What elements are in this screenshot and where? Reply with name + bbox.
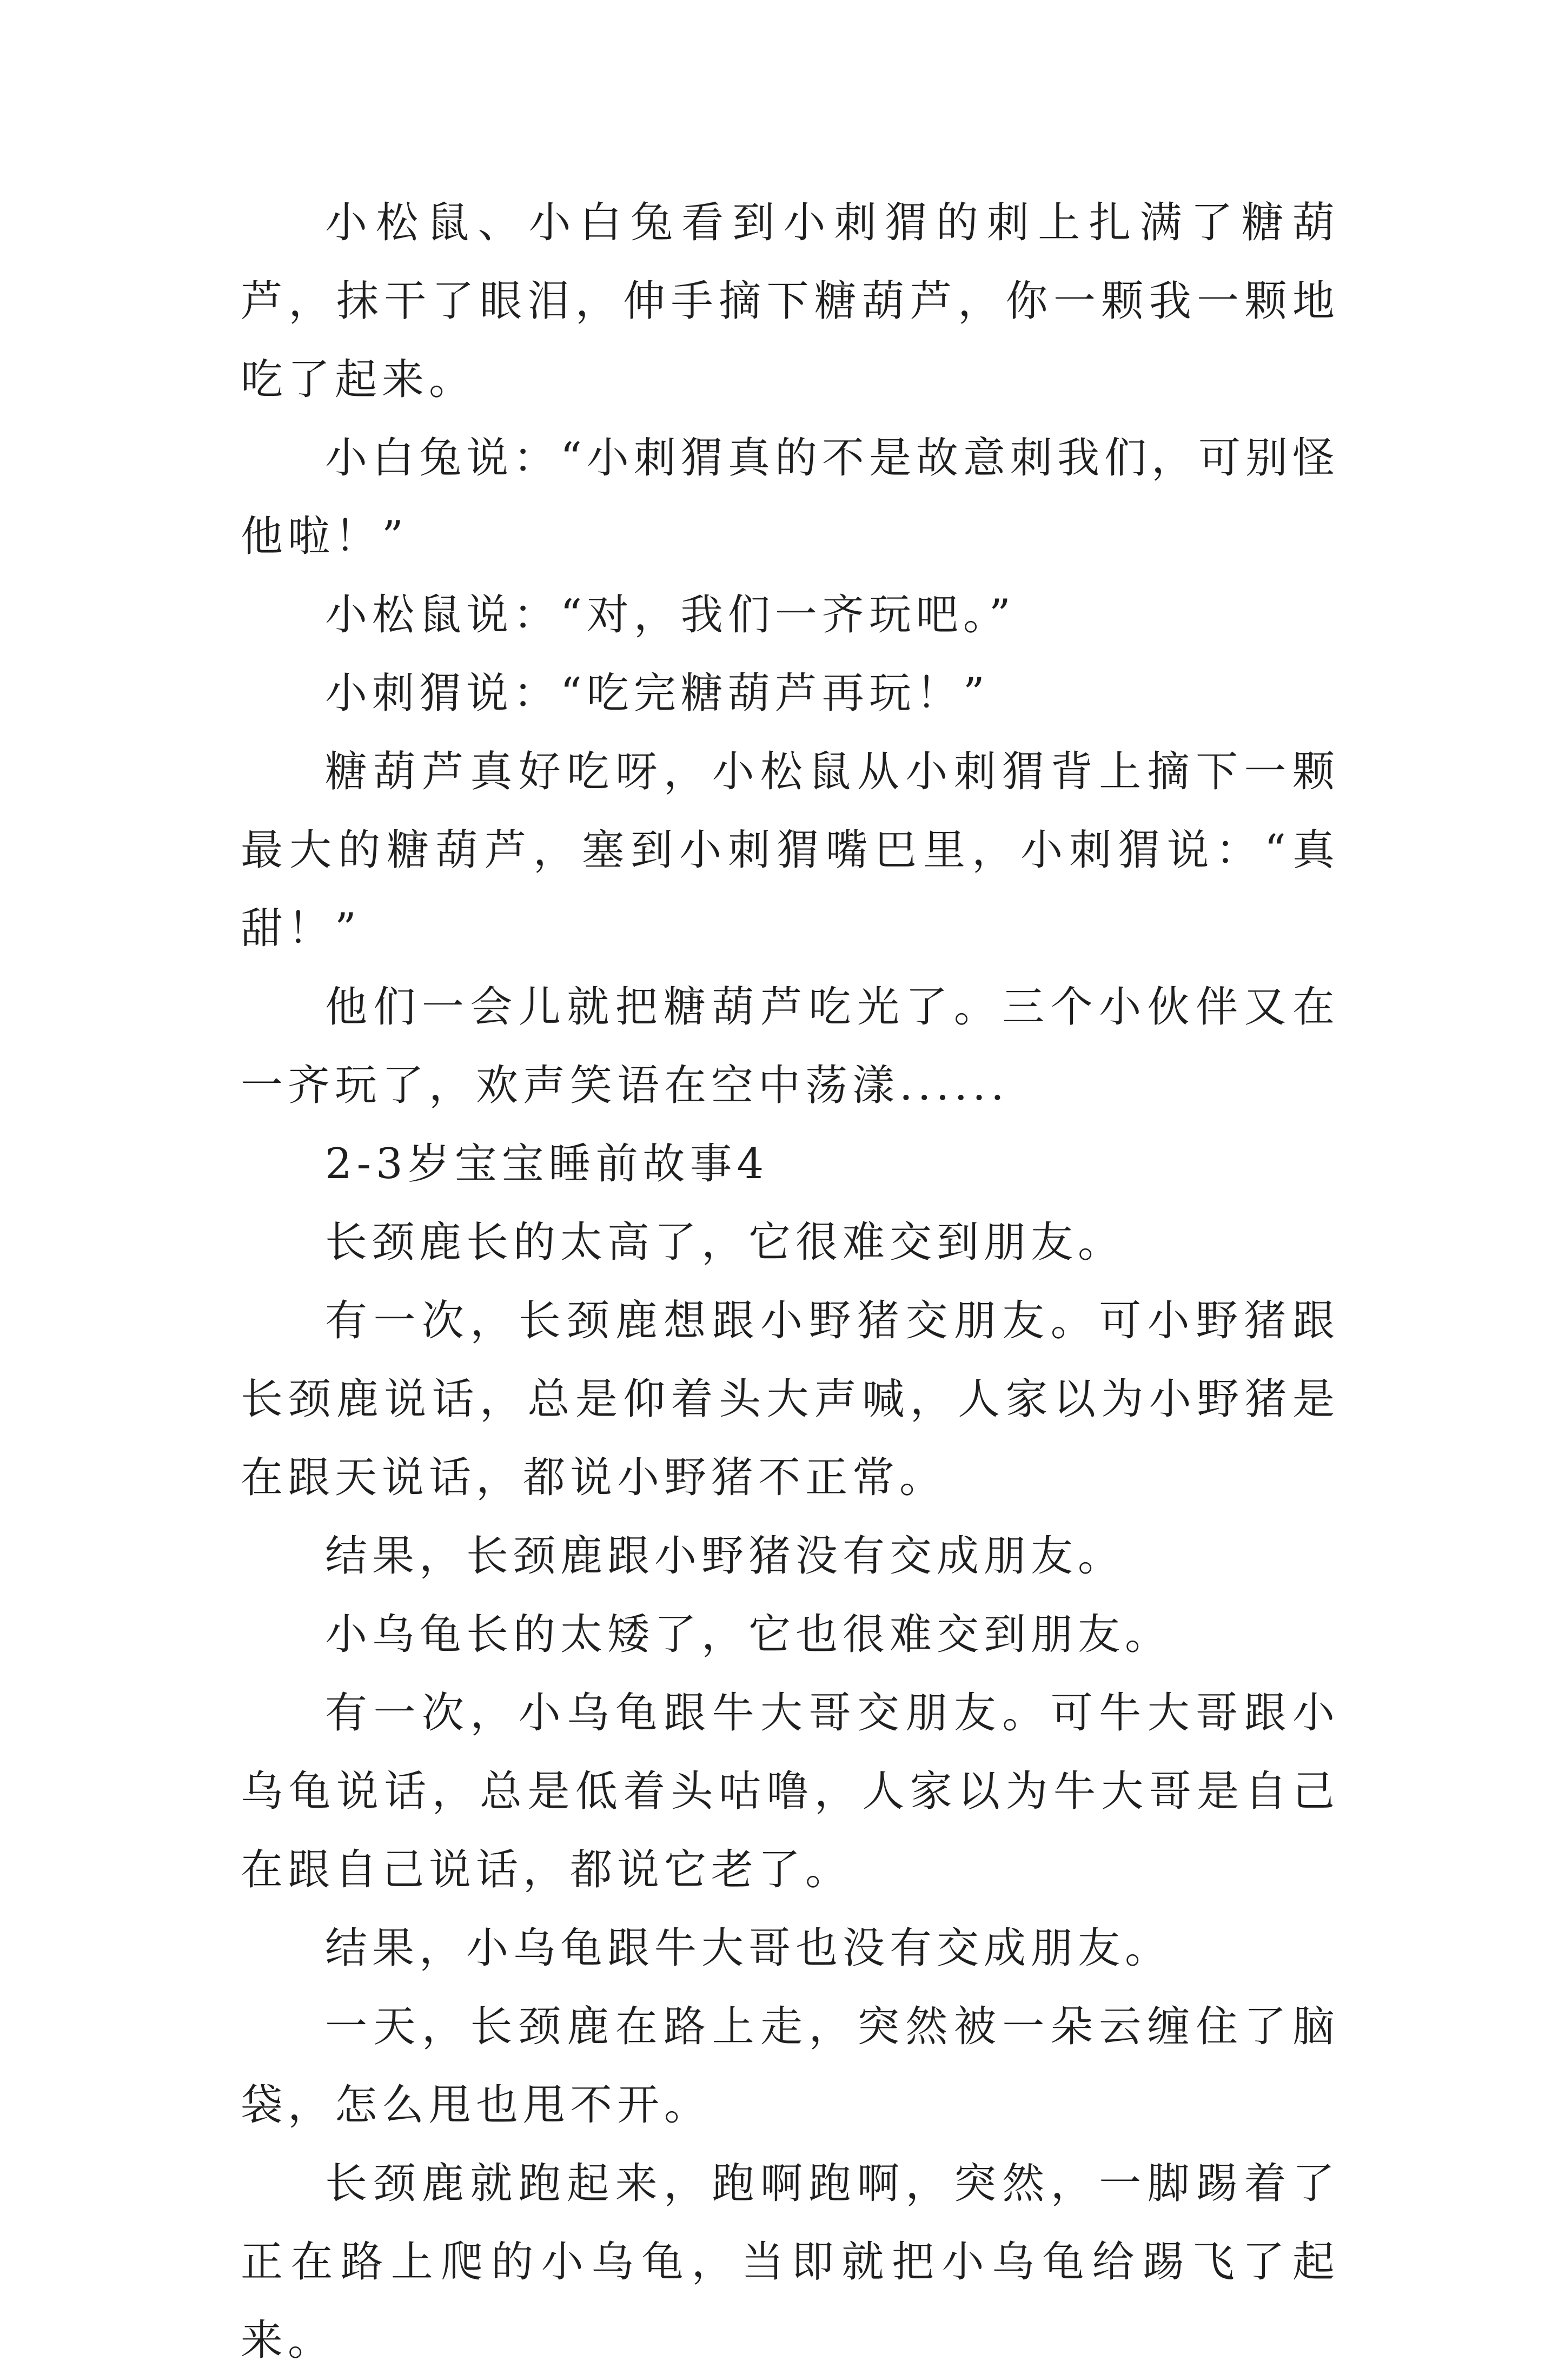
paragraph: 一天，长颈鹿在路上走，突然被一朵云缠住了脑袋，怎么甩也甩不开。 [241, 2002, 1339, 2130]
paragraph: 有一次，长颈鹿想跟小野猪交朋友。可小野猪跟长颈鹿说话，总是仰着头大声喊，人家以为小野猪是在跟天说话，都说小野猪不正常。 [241, 1297, 1339, 1502]
paragraph: 小松鼠说：“对，我们一齐玩吧。” [325, 591, 1016, 639]
paragraph: 结果，长颈鹿跟小野猪没有交成朋友。 [325, 1532, 1125, 1581]
paragraph: 小刺猬说：“吃完糖葫芦再玩！” [325, 669, 990, 718]
paragraph: 他们一会儿就把糖葫芦吃光了。三个小伙伴又在一齐玩了，欢声笑语在空中荡漾...... [241, 983, 1339, 1110]
paragraph: 有一次，小乌龟跟牛大哥交朋友。可牛大哥跟小乌龟说话，总是低着头咕噜，人家以为牛大哥是自己在跟自己说话，都说它老了。 [241, 1689, 1339, 1894]
section-heading: 2-3岁宝宝睡前故事4 [325, 1140, 769, 1188]
paragraph: 小松鼠、小白兔看到小刺猬的刺上扎满了糖葫芦，抹干了眼泪，伸手摘下糖葫芦，你一颗我一颗地吃了起来。 [241, 199, 1339, 404]
paragraph: 结果，小乌龟跟牛大哥也没有交成朋友。 [325, 1924, 1172, 1973]
paragraph: 长颈鹿就跑起来，跑啊跑啊，突然，一脚踢着了正在路上爬的小乌龟，当即就把小乌龟给踢飞了起来。 [241, 2159, 1339, 2365]
document-body [241, 184, 1339, 2380]
paragraph: 小白兔说：“小刺猬真的不是故意刺我们，可别怪他啦！” [241, 434, 1339, 561]
paragraph: 小乌龟长的太矮了，它也很难交到朋友。 [325, 1610, 1172, 1659]
paragraph: 糖葫芦真好吃呀，小松鼠从小刺猬背上摘下一颗最大的糖葫芦，塞到小刺猬嘴巴里，小刺猬说：“真甜！” [241, 748, 1339, 953]
paragraph: 长颈鹿长的太高了，它很难交到朋友。 [325, 1218, 1125, 1267]
